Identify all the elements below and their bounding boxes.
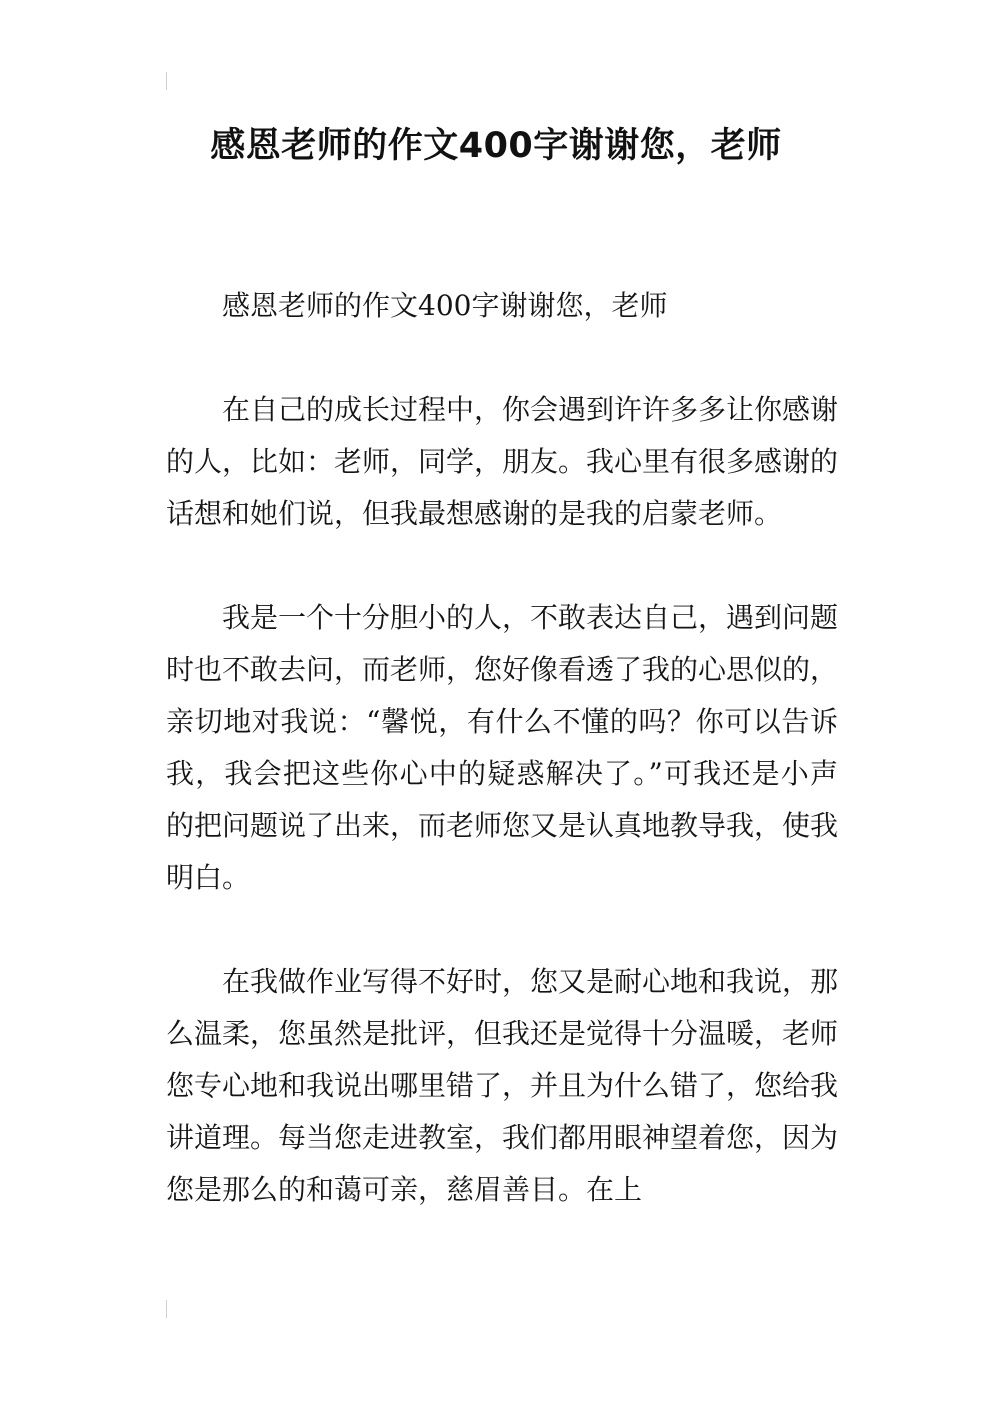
paragraph: 在自己的成长过程中，你会遇到许许多多让你感谢的人，比如：老师，同学，朋友。我心里有很多感谢的话想和她们说，但我最想感谢的是我的启蒙老师。 — [166, 393, 839, 530]
document-body — [166, 280, 838, 1216]
crop-mark-top — [166, 72, 167, 90]
paragraph: 我是一个十分胆小的人，不敢表达自己，遇到问题时也不敢去问，而老师，您好像看透了我的心思似的，亲切地对我说：“馨悦，有什么不懂的吗？你可以告诉我，我会把这些你心中的疑惑解决了。”可我还是小声的把问题说了出来，而老师您又是认真地教导我，使我明白。 — [166, 601, 839, 894]
document-subtitle: 感恩老师的作文400字谢谢您，老师 — [222, 289, 668, 322]
crop-mark-bottom — [166, 1300, 167, 1318]
paragraph: 在我做作业写得不好时，您又是耐心地和我说，那么温柔，您虽然是批评，但我还是觉得十分温暖，老师您专心地和我说出哪里错了，并且为什么错了，您给我讲道理。每当您走进教室，我们都用眼神望着您，因为您是那么的和蔼可亲，慈眉善目。在上 — [166, 965, 839, 1206]
document-title: 感恩老师的作文400字谢谢您，老师 — [210, 126, 782, 166]
